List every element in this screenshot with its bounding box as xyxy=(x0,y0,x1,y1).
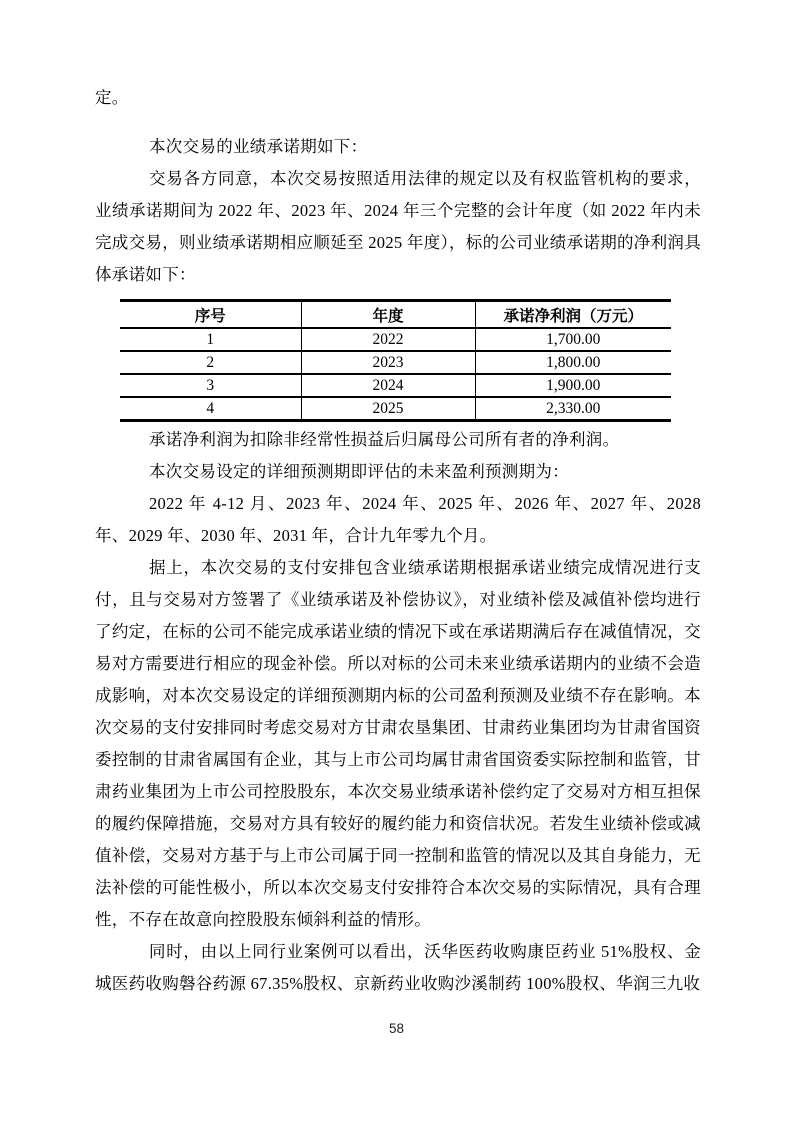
paragraph-industry-cases: 同时，由以上同行业案例可以看出，沃华医药收购康臣药业 51%股权、金城医药收购磐谷药源 67.35%股权、京新药业收购沙溪制药 100%股权、华润三九收 xyxy=(95,942,701,993)
paragraph-forecast-years: 2022 年 4-12 月、2023 年、2024 年、2025 年、2026 年、2027 年、2028 年、2029 年、2030 年、2031 年，合计九年零九个月。 xyxy=(95,494,701,545)
profit-commitment-table xyxy=(120,299,671,422)
col-header-year: 年度 xyxy=(301,301,475,329)
paragraph-payment-arrangement: 据上，本次交易的支付安排包含业绩承诺期根据承诺业绩完成情况进行支付，且与交易对方签署了《业绩承诺及补偿协议》，对业绩补偿及减值补偿均进行了约定，在标的公司不能完成承诺业绩的情况下或在承诺期满后存在减值情况，交易对方需要进行相应的现金补偿。所以对标的公司未来业绩承诺期内的业绩不会造成影响，对本次交易设定的详细预测期内标的公司盈利预测及业绩不存在影响。本次交易的支付安排同时考虑交易对方甘肃农垦集团、甘肃药业集团均为甘肃省国资委控制的甘肃省属国有企业，其与上市公司均属甘肃省国资委实际控制和监管，甘肃药业集团为上市公司控股股东，本次交易业绩承诺补偿约定了交易对方相互担保的履约保障措施，交易对方具有较好的履约能力和资信状况。若发生业绩补偿或减值补偿，交易对方基于与上市公司属于同一控制和监管的情况以及其自身能力，无法补偿的可能性极小，所以本次交易支付安排符合本次交易的实际情况，具有合理性，不存在故意向控股股东倾斜利益的情形。 xyxy=(95,558,701,929)
paragraph-commitment-period-intro: 本次交易的业绩承诺期如下： xyxy=(149,137,368,156)
table-cell-year: 2022 xyxy=(301,328,475,351)
table-row xyxy=(120,397,671,421)
table-header-row xyxy=(120,301,671,329)
table-cell-index: 1 xyxy=(120,328,301,351)
table-cell-profit: 1,800.00 xyxy=(475,351,671,374)
table-cell-year: 2025 xyxy=(301,397,475,421)
paragraph-net-profit-definition: 承诺净利润为扣除非经常性损益后归属母公司所有者的净利润。 xyxy=(149,430,620,449)
table-cell-profit: 1,900.00 xyxy=(475,374,671,397)
table-cell-profit: 2,330.00 xyxy=(475,397,671,421)
table-cell-index: 2 xyxy=(120,351,301,374)
table-cell-profit: 1,700.00 xyxy=(475,328,671,351)
table-cell-year: 2023 xyxy=(301,351,475,374)
page-content xyxy=(95,82,701,1000)
table-row xyxy=(120,374,671,397)
paragraph-agreement-terms: 交易各方同意，本次交易按照适用法律的规定以及有权监管机构的要求，业绩承诺期间为 2022 年、2023 年、2024 年三个完整的会计年度（如 2022 年内未完成交易，则业绩承诺期相应顺延至 2025 年度），标的公司业绩承诺期的净利润具体承诺如下： xyxy=(95,169,701,284)
table-cell-year: 2024 xyxy=(301,374,475,397)
table-row xyxy=(120,328,671,351)
table-cell-index: 4 xyxy=(206,399,215,417)
col-header-index: 序号 xyxy=(120,301,301,329)
table-cell-index: 3 xyxy=(120,374,301,397)
table-row xyxy=(120,351,671,374)
col-header-promised-net-profit: 承诺净利润（万元） xyxy=(475,301,671,329)
page-number: 58 xyxy=(388,1021,405,1036)
paragraph-continuation: 定。 xyxy=(95,88,129,107)
paragraph-forecast-period-intro: 本次交易设定的详细预测期即评估的未来盈利预测期为： xyxy=(149,462,569,481)
